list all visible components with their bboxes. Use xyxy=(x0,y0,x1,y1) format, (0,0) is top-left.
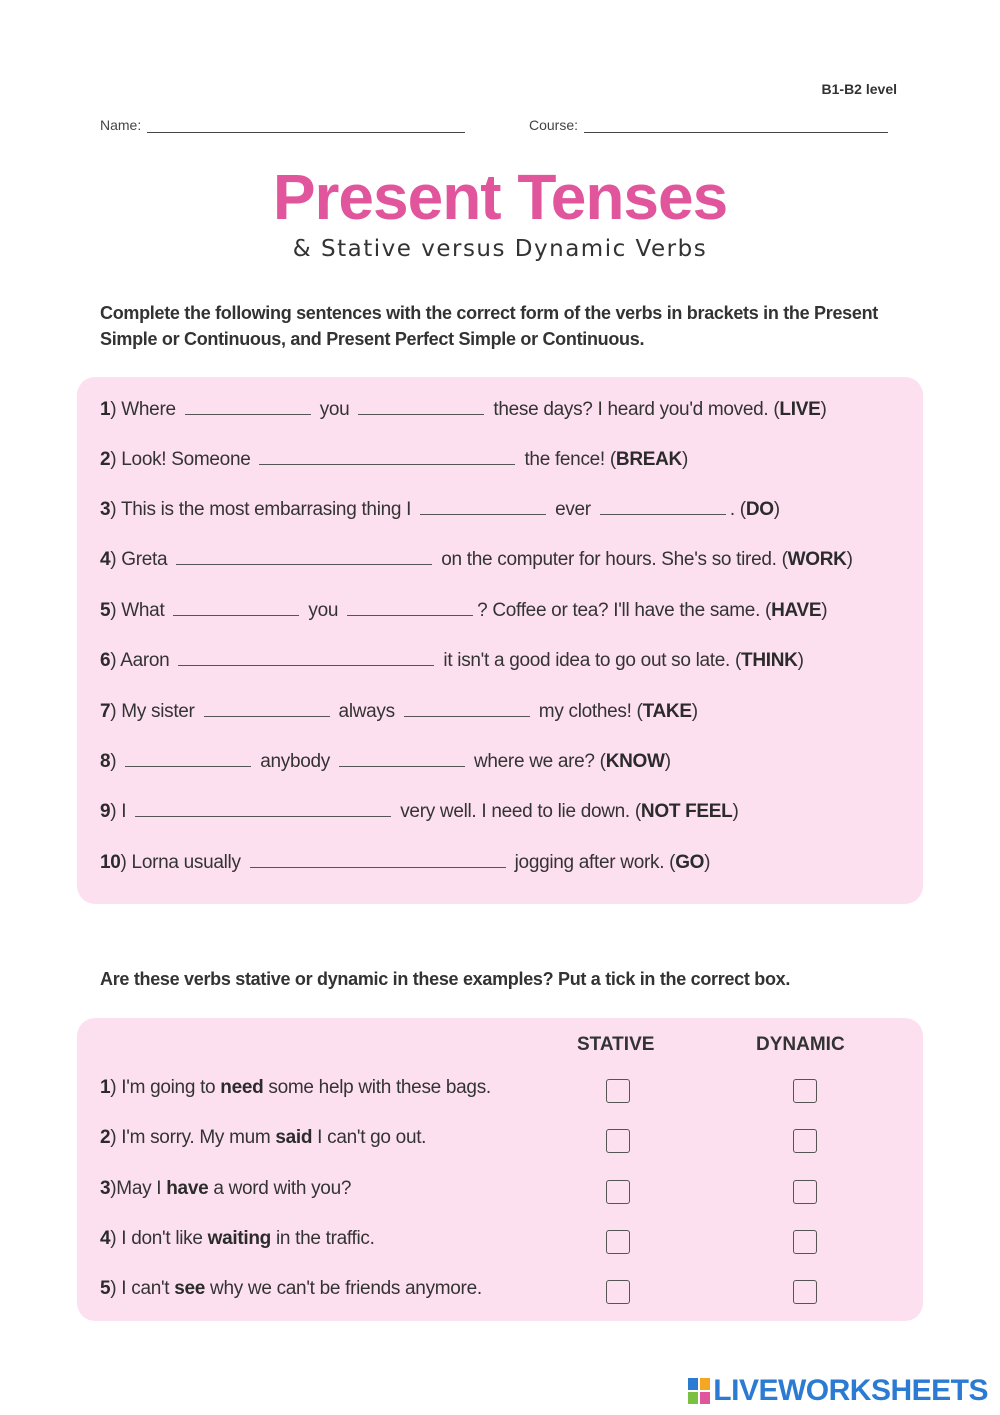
question-number: 1 xyxy=(100,1077,111,1098)
question-text: ) xyxy=(681,449,688,470)
question-text: ever xyxy=(550,499,596,520)
question-number: 4 xyxy=(100,549,111,570)
answer-blank[interactable] xyxy=(404,702,530,717)
question-7 xyxy=(100,701,698,723)
question-text: I can't go out. xyxy=(312,1127,427,1148)
question-9 xyxy=(100,801,739,823)
question-5 xyxy=(100,1278,482,1300)
question-8 xyxy=(100,751,671,773)
answer-blank[interactable] xyxy=(347,601,473,616)
stative-checkbox[interactable] xyxy=(606,1079,630,1103)
answer-blank[interactable] xyxy=(339,752,465,767)
question-1 xyxy=(100,1077,491,1099)
exercise1-panel xyxy=(77,377,923,904)
question-number: 5 xyxy=(100,600,111,621)
question-5 xyxy=(100,600,827,622)
question-number: 5 xyxy=(100,1278,111,1299)
dynamic-checkbox[interactable] xyxy=(793,1180,817,1204)
question-text: my clothes! ( xyxy=(533,701,643,722)
question-text: some help with these bags. xyxy=(263,1077,491,1098)
question-text: ) Greta xyxy=(110,549,173,570)
question-text: . ( xyxy=(729,499,746,520)
verb-hint: DO xyxy=(745,499,774,520)
question-number: 2 xyxy=(100,1127,111,1148)
question-number: 4 xyxy=(100,1228,111,1249)
question-text: anybody xyxy=(255,751,335,772)
verb-hint: GO xyxy=(675,852,705,873)
question-text: ) xyxy=(797,650,804,671)
dynamic-checkbox[interactable] xyxy=(793,1230,817,1254)
verb-hint: WORK xyxy=(787,549,847,570)
answer-blank[interactable] xyxy=(173,601,299,616)
course-field xyxy=(529,117,888,133)
question-text: jogging after work. ( xyxy=(509,852,676,873)
page-subtitle: & Stative versus Dynamic Verbs xyxy=(292,236,708,262)
question-text: )May I xyxy=(110,1178,167,1199)
question-text: ) xyxy=(110,751,122,772)
answer-blank[interactable] xyxy=(420,500,546,515)
question-text: ) I'm going to xyxy=(110,1077,221,1098)
question-text: where we are? ( xyxy=(469,751,606,772)
question-text: ) xyxy=(664,751,671,772)
answer-blank[interactable] xyxy=(204,702,330,717)
target-verb: waiting xyxy=(207,1228,271,1249)
question-number: 9 xyxy=(100,801,111,822)
question-number: 3 xyxy=(100,1178,111,1199)
question-text: ) I'm sorry. My mum xyxy=(110,1127,276,1148)
question-text: ) xyxy=(821,600,828,621)
question-text: always xyxy=(333,701,400,722)
question-text: ) Look! Someone xyxy=(110,449,256,470)
answer-blank[interactable] xyxy=(600,500,726,515)
question-text: very well. I need to lie down. ( xyxy=(395,801,641,822)
liveworksheets-logo xyxy=(688,1374,988,1408)
question-text: ) What xyxy=(110,600,170,621)
question-text: the fence! ( xyxy=(519,449,616,470)
course-input-line[interactable] xyxy=(584,118,888,133)
stative-column-header: STATIVE xyxy=(577,1034,655,1055)
question-1 xyxy=(100,399,826,421)
answer-blank[interactable] xyxy=(135,802,391,817)
verb-hint: NOT FEEL xyxy=(640,801,733,822)
logo-text: LIVEWORKSHEETS xyxy=(713,1374,988,1407)
verb-hint: LIVE xyxy=(779,399,821,420)
section1-instruction: Complete the following sentences with the correct form of the verbs in brackets in the Present Simple or Continuous, and Present Perfect Simple or Continuous. xyxy=(100,303,878,349)
target-verb: need xyxy=(220,1077,264,1098)
question-text: on the computer for hours. She's so tired. ( xyxy=(436,549,788,570)
question-number: 6 xyxy=(100,650,111,671)
question-text: it isn't a good idea to go out so late. ( xyxy=(438,650,742,671)
name-label: Name: xyxy=(100,117,142,133)
question-text: ) My sister xyxy=(110,701,200,722)
question-text: ) xyxy=(846,549,853,570)
question-number: 7 xyxy=(100,701,111,722)
question-text: you xyxy=(314,399,355,420)
question-text: ) xyxy=(773,499,780,520)
answer-blank[interactable] xyxy=(185,400,311,415)
target-verb: said xyxy=(275,1127,313,1148)
question-text: ) Where xyxy=(110,399,181,420)
question-text: why we can't be friends anymore. xyxy=(205,1278,482,1299)
question-10 xyxy=(100,852,710,874)
verb-hint: BREAK xyxy=(615,449,682,470)
question-text: ) This is the most embarrasing thing I xyxy=(110,499,417,520)
answer-blank[interactable] xyxy=(250,853,506,868)
stative-checkbox[interactable] xyxy=(606,1280,630,1304)
stative-checkbox[interactable] xyxy=(606,1129,630,1153)
section2-instruction: Are these verbs stative or dynamic in these examples? Put a tick in the correct box. xyxy=(100,969,791,989)
question-2 xyxy=(100,449,688,471)
question-text: ) Lorna usually xyxy=(120,852,246,873)
name-field xyxy=(100,117,465,133)
verb-hint: THINK xyxy=(741,650,798,671)
dynamic-column-header: DYNAMIC xyxy=(756,1034,845,1055)
stative-checkbox[interactable] xyxy=(606,1230,630,1254)
question-text: ) I don't like xyxy=(110,1228,208,1249)
verb-hint: TAKE xyxy=(642,701,692,722)
question-text: ? Coffee or tea? I'll have the same. ( xyxy=(477,600,772,621)
exercise2-panel xyxy=(77,1018,923,1321)
stative-checkbox[interactable] xyxy=(606,1180,630,1204)
question-2 xyxy=(100,1127,426,1149)
question-4 xyxy=(100,1228,375,1250)
name-input-line[interactable] xyxy=(147,118,465,133)
question-text: ) I can't xyxy=(110,1278,175,1299)
verb-hint: KNOW xyxy=(605,751,665,772)
level-label: B1-B2 level xyxy=(821,81,897,97)
logo-icon xyxy=(688,1378,710,1404)
question-text: ) I xyxy=(110,801,132,822)
question-text: these days? I heard you'd moved. ( xyxy=(488,399,780,420)
dynamic-checkbox[interactable] xyxy=(793,1079,817,1103)
question-text: ) Aaron xyxy=(110,650,175,671)
answer-blank[interactable] xyxy=(125,752,251,767)
answer-blank[interactable] xyxy=(259,450,515,465)
page-title: Present Tenses xyxy=(272,161,728,233)
dynamic-checkbox[interactable] xyxy=(793,1280,817,1304)
question-3 xyxy=(100,1178,351,1200)
question-6 xyxy=(100,650,804,672)
verb-hint: HAVE xyxy=(771,600,822,621)
course-label: Course: xyxy=(529,117,579,133)
question-text: ) xyxy=(732,801,739,822)
question-text: you xyxy=(303,600,344,621)
question-text: in the traffic. xyxy=(270,1228,375,1249)
question-4 xyxy=(100,549,853,571)
question-number: 8 xyxy=(100,751,111,772)
target-verb: see xyxy=(174,1278,206,1299)
target-verb: have xyxy=(166,1178,209,1199)
question-text: ) xyxy=(820,399,827,420)
answer-blank[interactable] xyxy=(358,400,484,415)
question-number: 2 xyxy=(100,449,111,470)
answer-blank[interactable] xyxy=(176,550,432,565)
question-number: 10 xyxy=(100,852,121,873)
question-text: ) xyxy=(704,852,711,873)
question-number: 3 xyxy=(100,499,111,520)
question-number: 1 xyxy=(100,399,111,420)
question-3 xyxy=(100,499,780,521)
dynamic-checkbox[interactable] xyxy=(793,1129,817,1153)
question-text: ) xyxy=(691,701,698,722)
question-text: a word with you? xyxy=(208,1178,352,1199)
answer-blank[interactable] xyxy=(178,651,434,666)
